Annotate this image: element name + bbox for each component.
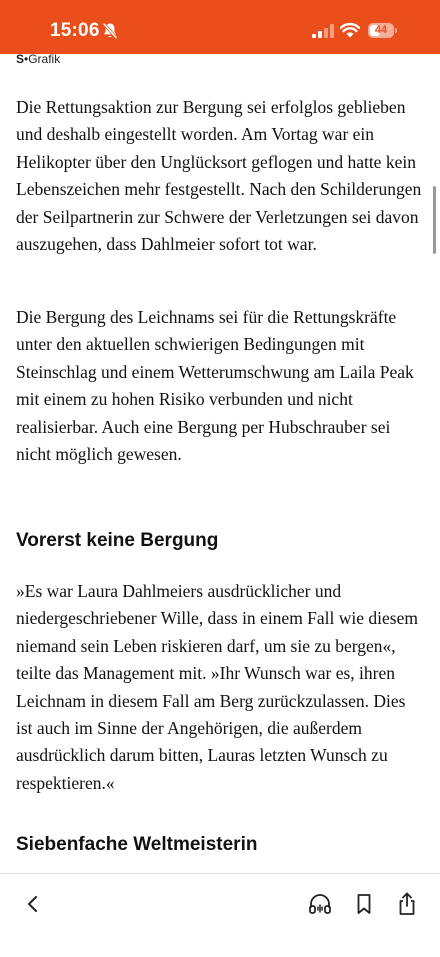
- article-paragraph: Die Bergung des Leichnams sei für die Rettungskräfte unter den aktuellen schwierigen Bedingungen mit Steinschlag und einem Wetterumschwung am Laila Peak mit einem zu hohen Risiko verbunden und nicht realisierbar. Auch eine Bergung per Hubschrauber sei nicht möglich gewesen.: [16, 307, 414, 465]
- image-credit: [16, 52, 60, 66]
- share-button[interactable]: [393, 890, 421, 918]
- section-heading: Siebenfache Weltmeisterin: [16, 834, 258, 855]
- bookmark-icon: [350, 890, 378, 918]
- bottom-toolbar: [0, 873, 440, 957]
- section-heading: Vorerst keine Bergung: [16, 530, 219, 551]
- bookmark-button[interactable]: [350, 890, 378, 918]
- headphones-icon: [306, 890, 334, 918]
- bell-off-icon: [102, 22, 118, 40]
- battery-icon: [368, 23, 400, 40]
- article-paragraph: Die Rettungsaktion zur Bergung sei erfolglos geblieben und deshalb eingestellt worden. Am Vortag war ein Helikopter über den Unglücksort geflogen und hatte kein Lebenszeichen mehr festgestellt. Nach den Schilderungen der Seilpartnerin zur Schwere der Verletzungen sei davon auszugehen, dass Dahlmeier sofort tot war.: [16, 97, 422, 255]
- share-icon: [393, 890, 421, 918]
- status-bar: [0, 0, 440, 54]
- listen-button[interactable]: [306, 890, 334, 918]
- cellular-signal-icon: [312, 24, 334, 38]
- credit-label: Grafik: [28, 52, 61, 66]
- wifi-icon: [340, 22, 360, 38]
- status-time: 15:06: [50, 20, 100, 41]
- spiegel-logo-mark: S: [16, 52, 25, 66]
- back-chevron-icon: [19, 890, 47, 918]
- battery-level: 44: [374, 24, 388, 36]
- back-button[interactable]: [19, 890, 47, 918]
- credit-separator: •: [24, 52, 29, 66]
- scroll-indicator[interactable]: [433, 186, 436, 254]
- article-paragraph: »Es war Laura Dahlmeiers ausdrücklicher und niedergeschriebener Wille, dass in einem Fall wie diesem niemand sein Leben riskieren darf, um sie zu bergen«, teilte das Management mit. »Ihr Wunsch war es, ihren Leichnam in diesem Fall am Berg zurückzulassen. Dies ist auch im Sinne der Angehörigen, die außerdem ausdrücklich darum bitten, Lauras letzten Wunsch zu respektieren.«: [16, 581, 418, 793]
